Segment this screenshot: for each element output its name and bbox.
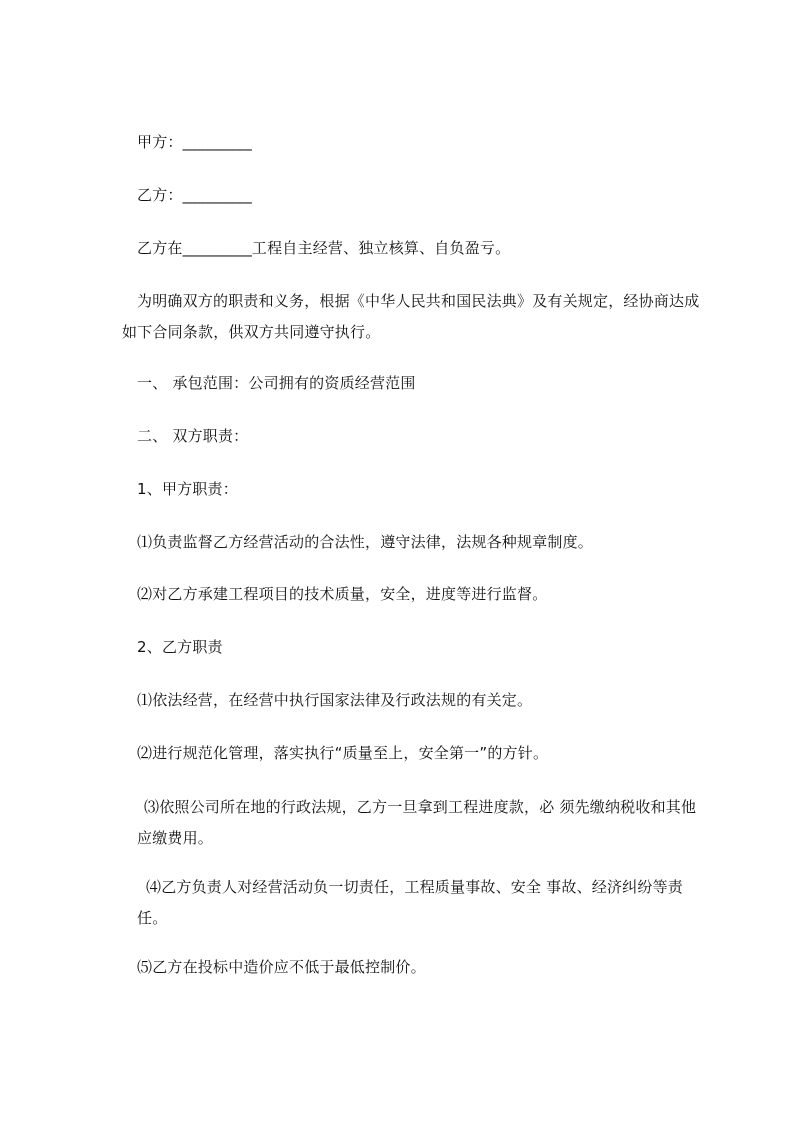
party-b-duty-item: ⑷乙方负责人对经营活动负一切责任，工程质量事故、安全 事故、经济纠纷等责任。 xyxy=(137,878,683,927)
party-b-duties-heading: 2、乙方职责 xyxy=(137,638,223,656)
party-b-duty-item: ⑴依法经营，在经营中执行国家法律及行政法规的有关定。 xyxy=(137,691,533,709)
party-a-duty-item: ⑴负责监督乙方经营活动的合法性，遵守法律，法规各种规章制度。 xyxy=(137,533,594,551)
party-a-line: 甲方：_________ xyxy=(137,133,252,151)
party-a-duties-heading: 1、甲方职责： xyxy=(137,480,238,498)
party-b-duty-item: ⑸乙方在投标中造价应不低于最低控制价。 xyxy=(137,958,426,976)
preamble-paragraph: 为明确双方的职责和义务，根据《中华人民共和国民法典》及有关规定，经协商达成如下合同条款，供双方共同遵守执行。 xyxy=(122,292,700,341)
clause-duties: 二、 双方职责： xyxy=(137,427,249,445)
clause-scope: 一、 承包范围：公司拥有的资质经营范围 xyxy=(137,374,416,392)
party-b-duty-item: ⑵进行规范化管理，落实执行“质量至上，安全第一”的方针。 xyxy=(137,744,549,762)
party-b-duty-item: ⑶依照公司所在地的行政法规，乙方一旦拿到工程进度款，必 须先缴纳税收和其他应缴费用。 xyxy=(137,798,697,847)
self-operation-line: 乙方在_________工程自主经营、独立核算、自负盈亏。 xyxy=(137,239,511,257)
party-a-duty-item: ⑵对乙方承建工程项目的技术质量，安全，进度等进行监督。 xyxy=(137,585,548,603)
party-b-line: 乙方：_________ xyxy=(137,186,252,204)
